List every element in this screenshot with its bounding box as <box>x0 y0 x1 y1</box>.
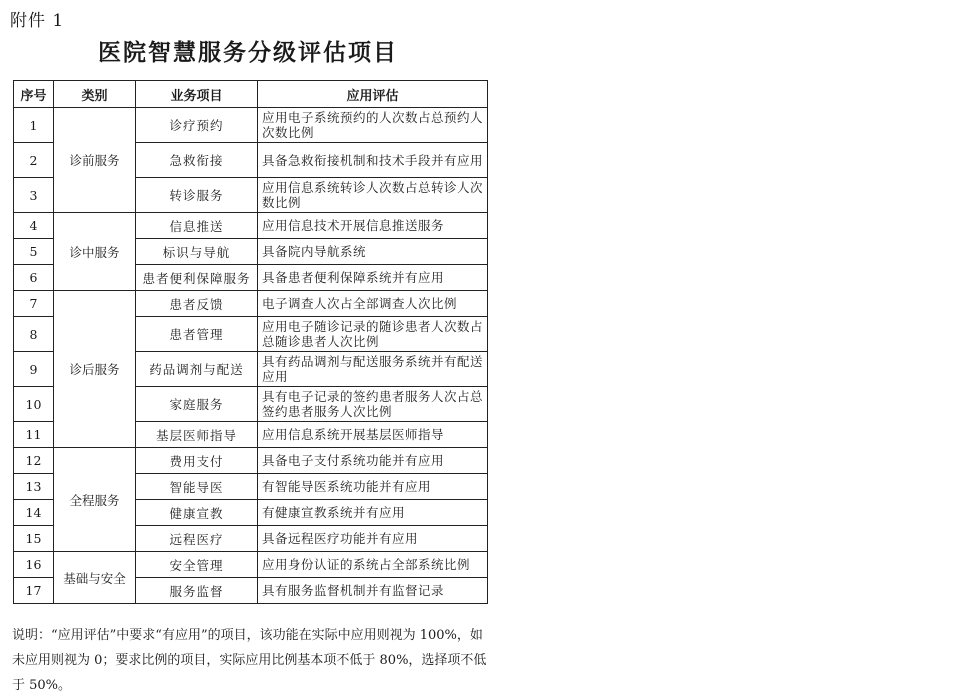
column-header-category: 类别 <box>54 81 136 108</box>
row-number: 4 <box>14 213 54 239</box>
attachment-label: 附件 1 <box>10 11 65 31</box>
category-cell: 诊后服务 <box>54 291 136 448</box>
row-number: 3 <box>14 178 54 213</box>
item-cell: 服务监督 <box>136 578 258 604</box>
evaluation-cell: 应用电子随诊记录的随诊患者人次数占总随诊患者人次比例 <box>258 317 488 352</box>
evaluation-cell: 应用信息系统开展基层医师指导 <box>258 422 488 448</box>
item-cell: 费用支付 <box>136 448 258 474</box>
row-number: 13 <box>14 474 54 500</box>
row-number: 5 <box>14 239 54 265</box>
row-number: 12 <box>14 448 54 474</box>
evaluation-cell: 电子调查人次占全部调查人次比例 <box>258 291 488 317</box>
row-number: 10 <box>14 387 54 422</box>
evaluation-cell: 具有电子记录的签约患者服务人次占总签约患者服务人次比例 <box>258 387 488 422</box>
column-header-item: 业务项目 <box>136 81 258 108</box>
evaluation-cell: 具备远程医疗功能并有应用 <box>258 526 488 552</box>
evaluation-cell: 具备患者便利保障系统并有应用 <box>258 265 488 291</box>
row-number: 17 <box>14 578 54 604</box>
item-cell: 健康宣教 <box>136 500 258 526</box>
row-number: 2 <box>14 143 54 178</box>
item-cell: 家庭服务 <box>136 387 258 422</box>
table-header-row <box>14 81 488 108</box>
row-number: 9 <box>14 352 54 387</box>
evaluation-cell: 具有药品调剂与配送服务系统并有配送应用 <box>258 352 488 387</box>
item-cell: 急救衔接 <box>136 143 258 178</box>
row-number: 1 <box>14 108 54 143</box>
table-row <box>14 213 488 239</box>
category-cell: 诊前服务 <box>54 108 136 213</box>
evaluation-cell: 有健康宣教系统并有应用 <box>258 500 488 526</box>
evaluation-cell: 具备电子支付系统功能并有应用 <box>258 448 488 474</box>
item-cell: 患者便利保障服务 <box>136 265 258 291</box>
item-cell: 信息推送 <box>136 213 258 239</box>
category-cell: 全程服务 <box>54 448 136 552</box>
evaluation-cell: 应用身份认证的系统占全部系统比例 <box>258 552 488 578</box>
item-cell: 转诊服务 <box>136 178 258 213</box>
item-cell: 药品调剂与配送 <box>136 352 258 387</box>
evaluation-cell: 具有服务监督机制并有监督记录 <box>258 578 488 604</box>
evaluation-table <box>13 80 488 604</box>
evaluation-cell: 应用信息技术开展信息推送服务 <box>258 213 488 239</box>
evaluation-cell: 具备院内导航系统 <box>258 239 488 265</box>
table-row <box>14 108 488 143</box>
item-cell: 标识与导航 <box>136 239 258 265</box>
evaluation-cell: 应用信息系统转诊人次数占总转诊人次数比例 <box>258 178 488 213</box>
row-number: 8 <box>14 317 54 352</box>
row-number: 16 <box>14 552 54 578</box>
explanatory-note: 说明：“应用评估”中要求“有应用”的项目，该功能在实际中应用则视为 100%，如未应用则视为 0；要求比例的项目，实际应用比例基本项不低于 80%，选择项不低于 50%。 <box>12 628 487 693</box>
item-cell: 智能导医 <box>136 474 258 500</box>
item-cell: 安全管理 <box>136 552 258 578</box>
item-cell: 患者反馈 <box>136 291 258 317</box>
row-number: 14 <box>14 500 54 526</box>
evaluation-cell: 具备急救衔接机制和技术手段并有应用 <box>258 143 488 178</box>
row-number: 7 <box>14 291 54 317</box>
row-number: 11 <box>14 422 54 448</box>
document-title: 医院智慧服务分级评估项目 <box>98 39 398 66</box>
table-row <box>14 552 488 578</box>
item-cell: 远程医疗 <box>136 526 258 552</box>
row-number: 15 <box>14 526 54 552</box>
evaluation-cell: 有智能导医系统功能并有应用 <box>258 474 488 500</box>
column-header-evaluation: 应用评估 <box>258 81 488 108</box>
table-row <box>14 291 488 317</box>
item-cell: 诊疗预约 <box>136 108 258 143</box>
item-cell: 患者管理 <box>136 317 258 352</box>
category-cell: 诊中服务 <box>54 213 136 291</box>
table-row <box>14 448 488 474</box>
category-cell: 基础与安全 <box>54 552 136 604</box>
item-cell: 基层医师指导 <box>136 422 258 448</box>
row-number: 6 <box>14 265 54 291</box>
column-header-no: 序号 <box>14 81 54 108</box>
evaluation-cell: 应用电子系统预约的人次数占总预约人次数比例 <box>258 108 488 143</box>
